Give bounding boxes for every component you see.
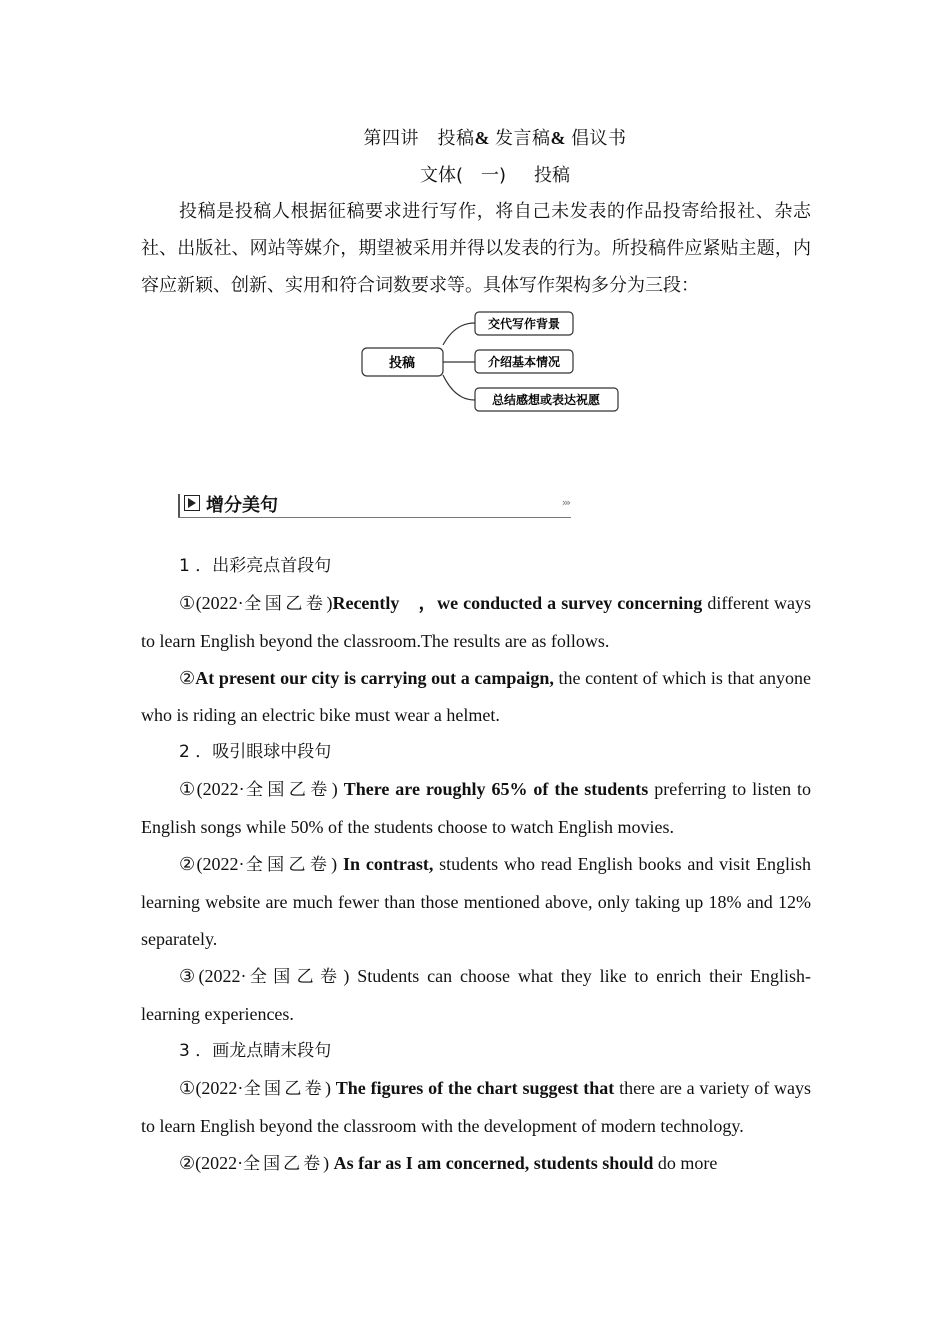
intro-paragraph: 投稿是投稿人根据征稿要求进行写作，将自己未发表的作品投寄给报社、杂志社、出版社、网站等媒介，期望被采用并得以发表的行为。所投稿件应紧贴主题，内容应新颖、创新、实用和符合词数要求等。具体写作架构多分为三段： [141, 201, 811, 295]
subtitle-genre: 文体( 一) [419, 165, 507, 186]
group-heading: 1 ．出彩亮点首段句 [179, 556, 332, 576]
structure-diagram [355, 305, 630, 423]
sentence-item [141, 771, 811, 846]
sentence-item [141, 1145, 811, 1183]
item-key-phrase: In contrast, [343, 854, 434, 874]
item-source-close: ) [324, 1078, 336, 1098]
item-key-phrase: Recently ，we conducted a survey concerning [332, 593, 703, 613]
item-key-phrase: At present our city is carrying out a campaign, [195, 668, 554, 688]
item-source: 全国乙卷 [243, 1154, 324, 1174]
group-heading: 3 ．画龙点睛末段句 [179, 1041, 332, 1061]
branch-label: 介绍基本情况 [487, 355, 561, 369]
item-rest: do more [653, 1153, 718, 1173]
item-rest: Students can choose what they like to enrich their English-learning experiences. [141, 966, 812, 1024]
sentence-item [141, 958, 811, 1033]
section-left-bar [178, 494, 180, 518]
item-number: ② [179, 668, 196, 688]
item-source-close: ) [331, 854, 343, 874]
subtitle-topic: 投稿 [534, 165, 571, 186]
sentence-item [141, 1070, 811, 1145]
intro-paragraph-block [141, 193, 811, 304]
item-number: ③(2022· [179, 966, 247, 986]
item-source-close: ) [331, 779, 344, 799]
item-number: ①(2022· [179, 593, 244, 613]
chevron-right-icon: ››› [561, 496, 569, 509]
item-rest: the content of which is that anyone who is riding an electric bike must wear a helmet. [141, 668, 812, 725]
branch-label: 交代写作背景 [487, 317, 561, 331]
item-source: 全国乙卷 [244, 780, 332, 800]
connector-bottom [443, 375, 475, 400]
item-source: 全国乙卷 [243, 594, 327, 614]
play-icon [184, 495, 200, 511]
sentence-list [141, 548, 811, 1183]
section-header [178, 488, 573, 520]
item-key-phrase: The figures of the chart suggest that [335, 1078, 615, 1098]
item-number: ①(2022· [179, 779, 245, 799]
title-text: 第四讲 投稿 [363, 128, 475, 148]
item-source-close: ) [343, 966, 358, 986]
item-key-phrase: As far as I am concerned, students should [333, 1153, 654, 1173]
connector-top [443, 323, 475, 345]
lecture-title [0, 124, 950, 150]
title-text: 倡议书 [566, 128, 627, 148]
sentence-item [141, 585, 811, 660]
item-rest: there are a variety of ways to learn English beyond the classroom with the development of modern technology. [141, 1078, 811, 1136]
item-source: 全国乙卷 [244, 855, 332, 875]
item-rest: different ways to learn English beyond the classroom.The results are as follows. [141, 593, 812, 651]
item-rest: preferring to listen to English songs while 50% of the students choose to watch English movies. [141, 779, 812, 837]
title-ampersand: & [474, 128, 490, 148]
item-number: ②(2022· [179, 854, 245, 874]
item-key-phrase: There are roughly 65% of the students [343, 779, 649, 799]
item-number: ①(2022· [179, 1078, 244, 1098]
item-number: ②(2022· [179, 1153, 244, 1173]
section-title: 增分美句 [206, 495, 278, 516]
item-source-close: ) [326, 593, 333, 613]
group-heading: 2 ．吸引眼球中段句 [179, 742, 332, 762]
item-rest: students who read English books and visit English learning website are much fewer than those mentioned above, only taking up 18% and 12% separately. [141, 854, 812, 949]
item-source: 全国乙卷 [243, 1079, 325, 1099]
branch-label: 总结感想或表达祝愿 [491, 393, 601, 407]
section-underline [178, 517, 571, 518]
item-source: 全国乙卷 [246, 967, 344, 987]
title-text: 发言稿 [490, 128, 551, 148]
sentence-item [141, 660, 811, 734]
title-ampersand: & [550, 128, 566, 148]
sentence-item [141, 846, 811, 958]
genre-subtitle [0, 161, 950, 187]
root-node-label: 投稿 [388, 356, 416, 371]
item-source-close: ) [323, 1153, 334, 1173]
